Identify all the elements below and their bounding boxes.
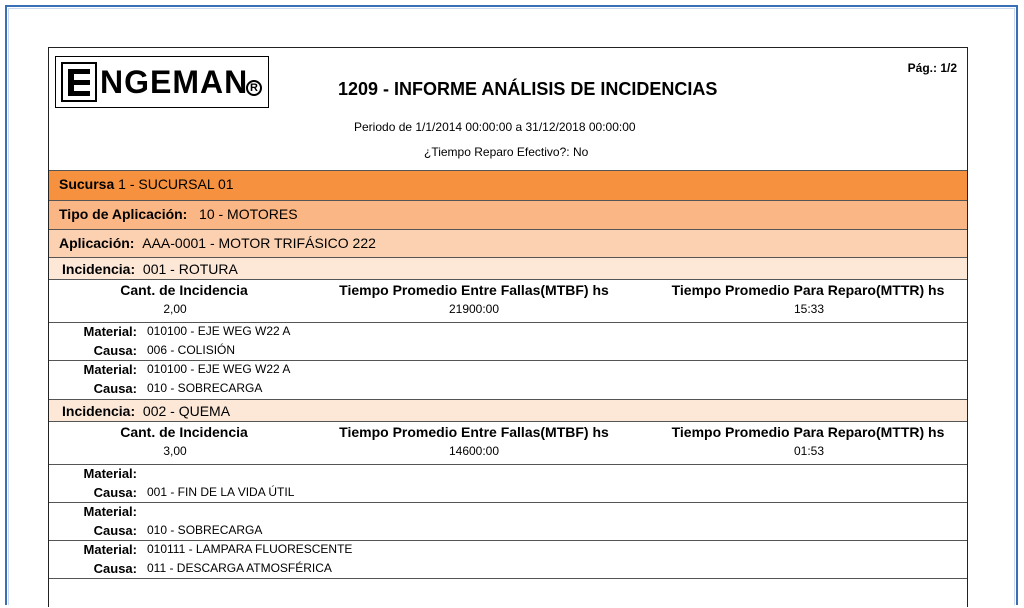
page-number: Pág.: 1/2 — [907, 61, 957, 75]
material-causa-row — [49, 464, 967, 502]
causa-label: Causa: — [93, 523, 137, 538]
material-value: 010111 - LAMPARA FLUORESCENTE — [147, 542, 353, 556]
material-label: Material: — [83, 542, 137, 557]
incidencia-label: Incidencia: — [62, 403, 136, 419]
mtbf-header: Tiempo Promedio Entre Fallas(MTBF) hs — [339, 282, 609, 298]
incidencia-band — [49, 257, 967, 279]
cant-value: 3,00 — [163, 444, 187, 458]
incidencia-band — [49, 399, 967, 421]
mttr-header: Tiempo Promedio Para Reparo(MTTR) hs — [671, 424, 945, 440]
causa-value: 001 - FIN DE LA VIDA ÚTIL — [147, 485, 295, 499]
mtbf-value: 14600:00 — [448, 444, 500, 458]
aplicacion-band — [49, 229, 967, 257]
causa-label: Causa: — [93, 343, 137, 358]
mttr-value: 01:53 — [793, 444, 825, 458]
logo-e-mark — [61, 62, 97, 102]
causa-label: Causa: — [93, 485, 137, 500]
cant-header: Cant. de Incidencia — [120, 424, 248, 440]
sucursal-label: Sucursa — [59, 176, 115, 192]
mtbf-header: Tiempo Promedio Entre Fallas(MTBF) hs — [339, 424, 609, 440]
mttr-header: Tiempo Promedio Para Reparo(MTTR) hs — [671, 282, 945, 298]
incidencia-value: 002 - QUEMA — [142, 403, 231, 419]
causa-value: 006 - COLISIÓN — [147, 343, 236, 357]
causa-value: 010 - SOBRECARGA — [147, 381, 263, 395]
causa-value: 010 - SOBRECARGA — [147, 523, 263, 537]
incidencia-value: 001 - ROTURA — [142, 261, 238, 277]
material-causa-row — [49, 322, 967, 360]
incidencia-stats — [49, 279, 967, 322]
mtbf-value: 21900:00 — [448, 302, 500, 316]
cant-value: 2,00 — [163, 302, 187, 316]
report-period: Periodo de 1/1/2014 00:00:00 a 31/12/2018 00:00:00 — [354, 120, 636, 134]
report-continuation — [49, 578, 967, 608]
sucursal-band — [49, 170, 967, 200]
material-value: 010100 - EJE WEG W22 A — [147, 362, 291, 376]
causa-label: Causa: — [93, 561, 137, 576]
cant-header: Cant. de Incidencia — [120, 282, 248, 298]
material-label: Material: — [83, 466, 137, 481]
material-causa-row — [49, 360, 967, 398]
causa-value: 011 - DESCARGA ATMOSFÉRICA — [147, 561, 332, 575]
material-causa-row — [49, 502, 967, 540]
engeman-logo — [55, 56, 269, 108]
causa-label: Causa: — [93, 381, 137, 396]
material-label: Material: — [83, 362, 137, 377]
sucursal-value: 1 - SUCURSAL 01 — [114, 176, 234, 192]
logo-text: NGEMAN — [100, 64, 249, 100]
aplicacion-label: Aplicación: — [59, 235, 135, 251]
material-causa-row — [49, 540, 967, 578]
tipo-aplicacion-band — [49, 200, 967, 229]
report-page — [48, 47, 968, 607]
incidencia-stats — [49, 421, 967, 464]
material-value: 010100 - EJE WEG W22 A — [147, 324, 291, 338]
material-label: Material: — [83, 504, 137, 519]
report-title: 1209 - INFORME ANÁLISIS DE INCIDENCIAS — [338, 79, 718, 99]
incidencia-label: Incidencia: — [62, 261, 136, 277]
mttr-value: 15:33 — [793, 302, 825, 316]
registered-icon: R — [246, 80, 262, 96]
material-label: Material: — [83, 324, 137, 339]
tipo-label: Tipo de Aplicación: — [59, 206, 188, 222]
tipo-value: 10 - MOTORES — [199, 206, 298, 222]
aplicacion-value: AAA-0001 - MOTOR TRIFÁSICO 222 — [142, 235, 376, 251]
effective-repair-time: ¿Tiempo Reparo Efectivo?: No — [424, 145, 589, 159]
